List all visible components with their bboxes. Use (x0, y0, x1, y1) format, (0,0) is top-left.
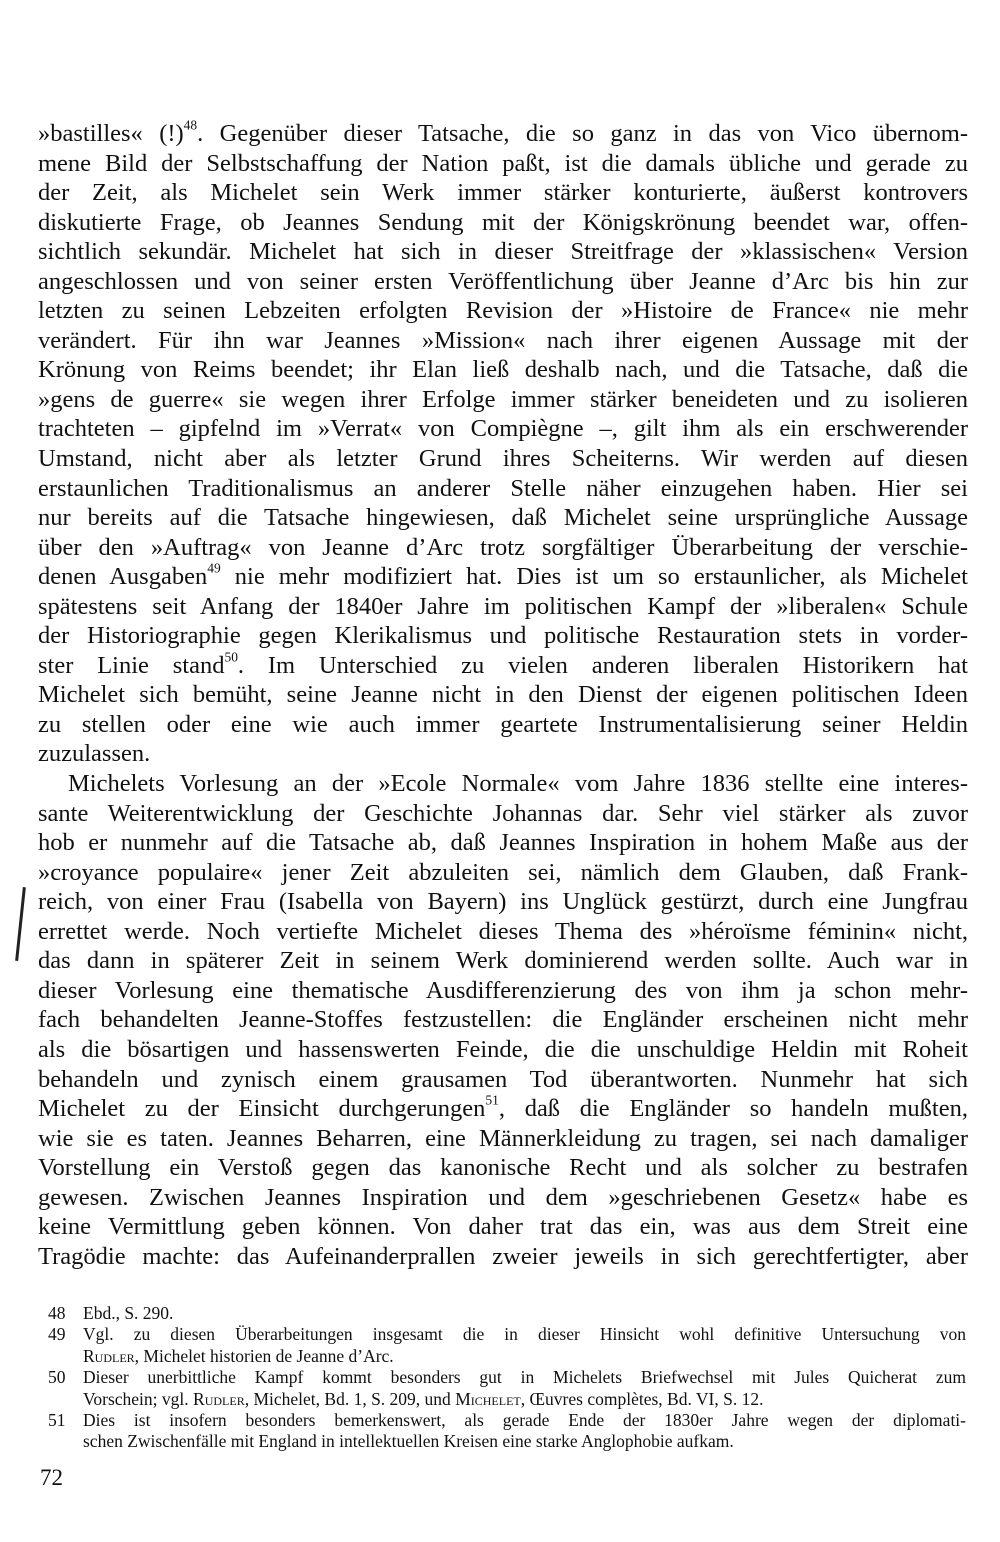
text-line: sichtlich sekundär. Michelet hat sich in dieser Streitfrage der »klassischen« Version (38, 238, 968, 266)
text-line: verändert. Für ihn war Jeannes »Mission« nach ihrer eigenen Aussage mit der (38, 326, 968, 354)
text-line: Vorstellung ein Verstoß gegen das kanonische Recht und als solcher zu bestrafen (38, 1154, 968, 1182)
text-segment: nie mehr modifiziert hat. Dies ist um so erstaunlicher, als Michelet (220, 563, 968, 591)
footnote-line: Dies ist insofern besonders bemerkenswert, als gerade Ende der 1830er Jahre wegen der diplomati- (83, 1410, 966, 1431)
text-line: diskutierte Frage, ob Jeannes Sendung mit der Königskrönung beendet war, offen- (38, 208, 968, 236)
footnote-ref-50[interactable]: 50 (224, 649, 238, 665)
footnote-line (83, 1389, 966, 1410)
paragraph-2 (38, 769, 968, 1271)
text-line: Tragödie machte: das Aufeinanderprallen zweier jeweils in sich gerechtfertigter, aber (38, 1242, 968, 1270)
text-segment: , daß die Engländer so handeln mußten, (498, 1095, 968, 1123)
text-line: Michelets Vorlesung an der »Ecole Normale« vom Jahre 1836 stellte eine interes- (68, 770, 968, 798)
footnote-ref-49[interactable]: 49 (207, 560, 221, 576)
text-line: hob er nunmehr auf die Tatsache ab, daß Jeannes Inspiration in hohem Maße aus der (38, 829, 968, 857)
text-line: Michelet sich bemüht, seine Jeanne nicht in den Dienst der eigenen politischen Ideen (38, 681, 968, 709)
text-line: trachteten – gipfelnd im »Verrat« von Compiègne –, gilt ihm als ein erschwerender (38, 415, 968, 443)
author-name: Michelet (455, 1388, 521, 1409)
footnote-49 (38, 1324, 966, 1367)
text-segment: »bastilles« (!) (38, 120, 184, 147)
text-segment: ster Linie stand (38, 651, 225, 679)
text-line: behandeln und zynisch einem grausamen Tod überantworten. Nunmehr hat sich (38, 1065, 968, 1093)
text-line: wie sie es taten. Jeannes Beharren, eine Männerkleidung zu tragen, sei nach damaliger (38, 1124, 968, 1152)
footnote-51 (38, 1410, 966, 1453)
main-text (38, 119, 968, 1271)
text-line (38, 1094, 968, 1124)
footnote-line: Vgl. zu diesen Überarbeitungen insgesamt die in dieser Hinsicht wohl definitive Untersuchung von (83, 1324, 966, 1345)
footnote-segment: , Michelet, Bd. 1, S. 209, und (244, 1388, 456, 1409)
footnote-48 (38, 1303, 966, 1324)
text-segment: Michelet zu der Einsicht durchgerungen (38, 1095, 486, 1123)
text-line: spätestens seit Anfang der 1840er Jahre im politischen Kampf der »liberalen« Schule (38, 592, 968, 620)
margin-pencil-mark (15, 887, 26, 961)
footnote-line: schen Zwischenfälle mit England in intellektuellen Kreisen eine starke Anglophobie aufkam. (83, 1431, 734, 1452)
text-line: »gens de guerre« sie wegen ihrer Erfolge immer stärker beneideten und zu isolieren (38, 385, 968, 413)
text-line: »croyance populaire« jener Zeit abzuleiten sei, nämlich dem Glauben, daß Frank- (38, 858, 968, 886)
text-line: errettet werde. Noch vertiefte Michelet dieses Thema des »héroïsme féminin« nicht, (38, 917, 968, 945)
text-line: dieser Vorlesung eine thematische Ausdifferenzierung des von ihm ja schon mehr- (38, 976, 968, 1004)
page-number: 72 (40, 1465, 63, 1490)
text-line (38, 562, 968, 592)
footnote-segment: , Michelet historien de Jeanne d’Arc. (134, 1345, 394, 1366)
text-line: erstaunlichen Traditionalismus an anderer Stelle näher einzugehen haben. Hier sei (38, 474, 968, 502)
text-line: über den »Auftrag« von Jeanne d’Arc trotz sorgfältiger Überarbeitung der verschie- (38, 533, 968, 561)
text-line: Krönung von Reims beendet; ihr Elan ließ deshalb nach, und die Tatsache, daß die (38, 356, 968, 384)
footnote-ref-51[interactable]: 51 (485, 1092, 499, 1108)
text-line: nur bereits auf die Tatsache hingewiesen, daß Michelet seine ursprüngliche Aussage (38, 504, 968, 532)
footnote-segment: Vorschein; vgl. (83, 1388, 194, 1409)
footnote-ref-48[interactable]: 48 (183, 117, 198, 133)
footnote-number: 51 (48, 1410, 66, 1431)
footnote-line: Ebd., S. 290. (83, 1303, 174, 1323)
text-line: keine Vermittlung geben können. Von daher trat das ein, was aus dem Streit eine (38, 1213, 968, 1241)
text-line: Umstand, nicht aber als letzter Grund ihres Scheiterns. Wir werden auf diesen (38, 445, 968, 473)
paragraph-1 (38, 119, 968, 769)
footnote-number: 49 (48, 1324, 66, 1345)
text-line: mene Bild der Selbstschaffung der Nation paßt, ist die damals übliche und gerade zu (38, 149, 968, 177)
text-line: der Historiographie gegen Klerikalismus und politische Restauration stets in vorder- (38, 622, 968, 650)
footnote-segment: , Œuvres complètes, Bd. VI, S. 12. (520, 1388, 764, 1409)
text-line: angeschlossen und von seiner ersten Veröffentlichung über Jeanne d’Arc bis hin zur (38, 267, 968, 295)
text-segment: . Im Unterschied zu vielen anderen liberalen Historikern hat (237, 651, 968, 679)
text-line: reich, von einer Frau (Isabella von Bayern) ins Unglück gestürzt, durch eine Jungfrau (38, 888, 968, 916)
text-line: sante Weiterentwicklung der Geschichte Johannas dar. Sehr viel stärker als zuvor (38, 799, 968, 827)
text-line: als die bösartigen und hassenswerten Feinde, die die unschuldige Heldin mit Roheit (38, 1035, 968, 1063)
text-line: der Zeit, als Michelet sein Werk immer stärker konturierte, äußerst kontrovers (38, 179, 968, 207)
footnote-number: 48 (48, 1303, 66, 1323)
text-segment: . Gegenüber dieser Tatsache, die so ganz in das von Vico übernom- (197, 120, 968, 147)
text-line (38, 119, 968, 149)
text-line: zu stellen oder eine wie auch immer geartete Instrumentalisierung seiner Heldin (38, 710, 968, 738)
text-line: gewesen. Zwischen Jeannes Inspiration und dem »geschriebenen Gesetz« habe es (38, 1183, 968, 1211)
text-line: letzten zu seinen Lebzeiten erfolgten Revision der »Histoire de France« nie mehr (38, 297, 968, 325)
footnote-line: Dieser unerbittliche Kampf kommt besonders gut in Michelets Briefwechsel mit Jules Quicherat zum (83, 1367, 966, 1388)
author-name: Rudler (193, 1388, 245, 1409)
footnotes (38, 1303, 966, 1453)
text-segment: denen Ausgaben (38, 563, 208, 591)
text-line: das dann in späterer Zeit in seinem Werk dominierend werden sollte. Auch war in (38, 947, 968, 975)
text-line: zuzulassen. (38, 740, 151, 768)
footnote-50 (38, 1367, 966, 1410)
author-name: Rudler (83, 1345, 135, 1366)
footnote-number: 50 (48, 1367, 66, 1388)
text-line (38, 651, 968, 681)
footnote-line (83, 1346, 966, 1367)
text-line: fach behandelten Jeanne-Stoffes festzustellen: die Engländer erscheinen nicht mehr (38, 1006, 968, 1034)
